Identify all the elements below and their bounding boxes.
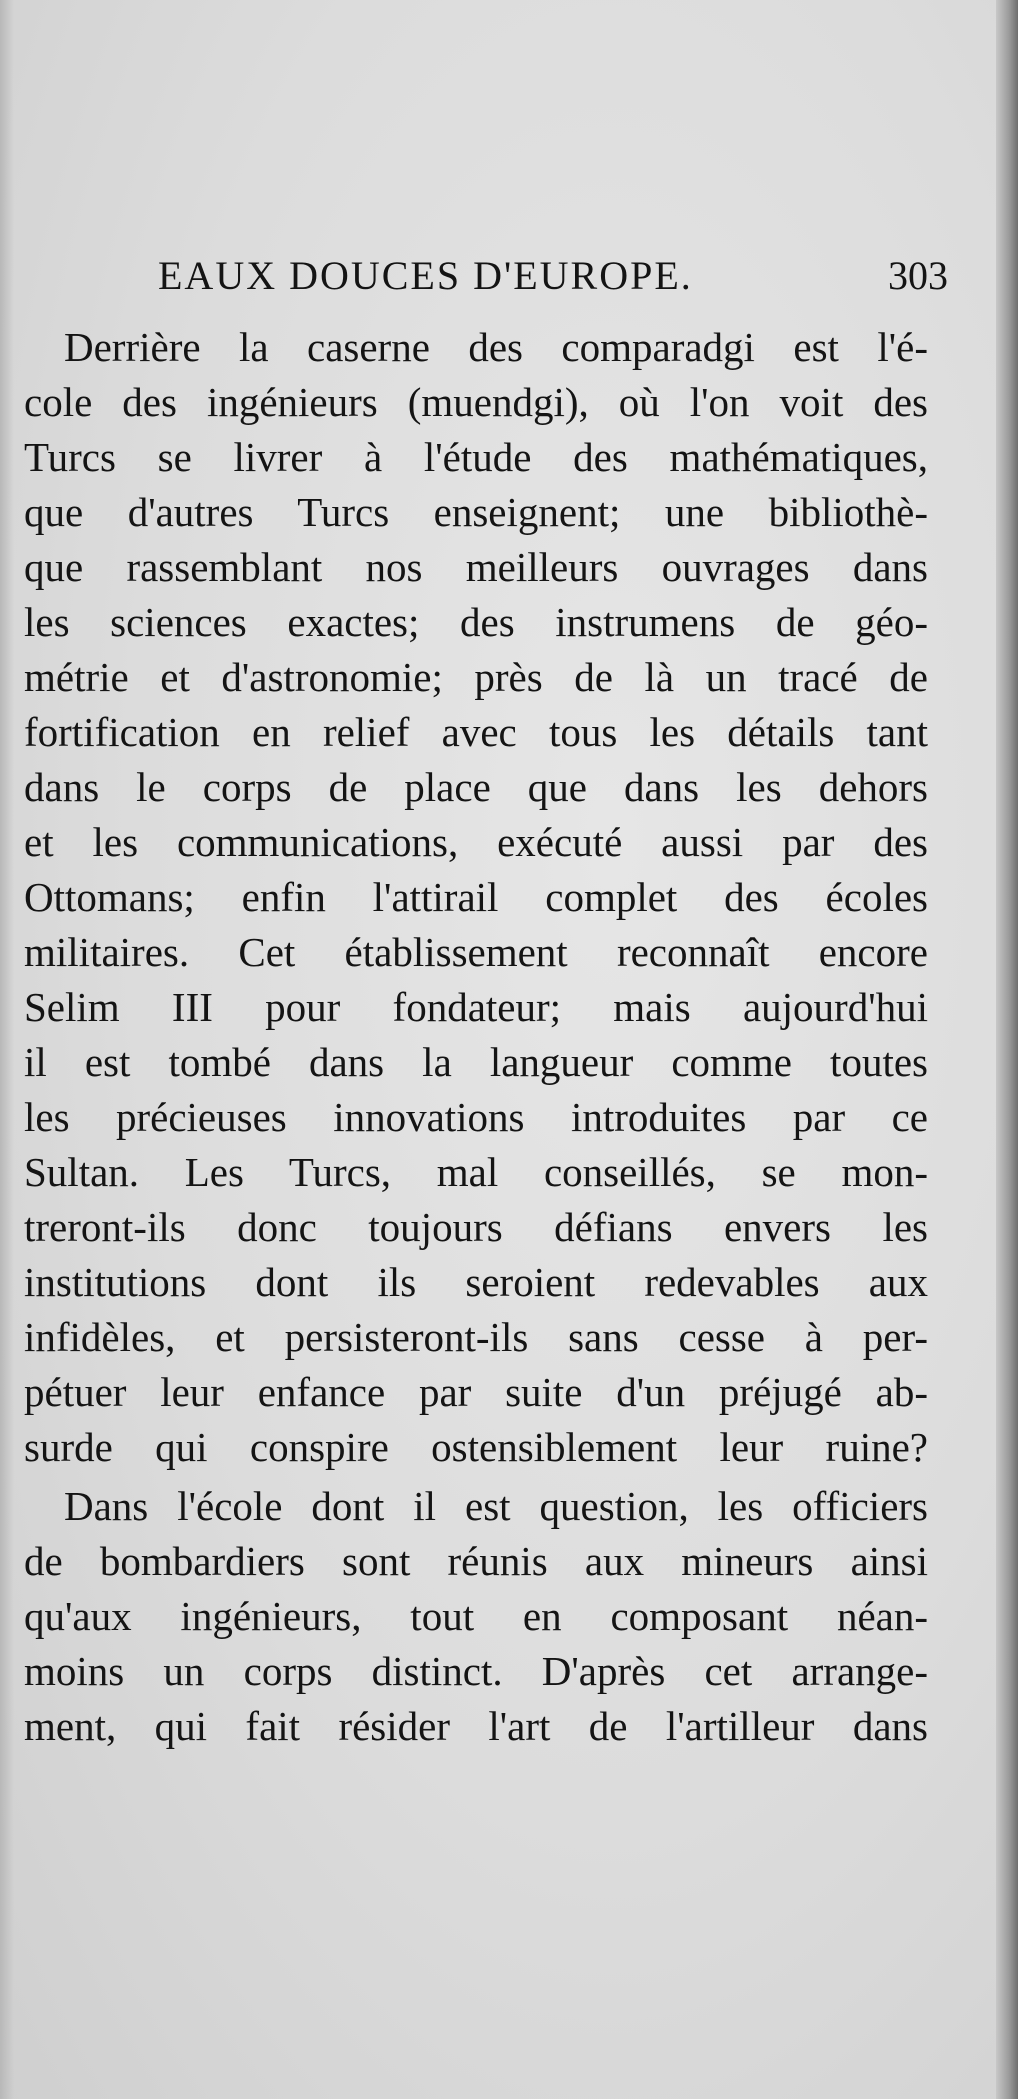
text-line: moins un corps distinct. D'après cet arrange- [24,1648,928,1694]
text-line: Ottomans; enfin l'attirail complet des écoles [24,874,928,920]
text-line: Derrière la caserne des comparadgi est l'é- [64,324,928,370]
text-line: qu'aux ingénieurs, tout en composant néan- [24,1593,928,1639]
text-line: fortification en relief avec tous les détails tant [24,709,928,755]
body-text [24,320,928,1754]
text-line: surde qui conspire ostensiblement leur ruine? [24,1424,928,1470]
text-line: treront-ils donc toujours défians envers les [24,1204,928,1250]
text-line: et les communications, exécuté aussi par des [24,819,928,865]
text-line: que rassemblant nos meilleurs ouvrages dans [24,544,928,590]
text-line: Dans l'école dont il est question, les officiers [64,1483,928,1529]
text-line: métrie et d'astronomie; près de là un tracé de [24,654,928,700]
text-line: il est tombé dans la langueur comme toutes [24,1039,928,1085]
text-line: les sciences exactes; des instrumens de géo- [24,599,928,645]
page-edge [996,0,1018,2099]
text-line: ment, qui fait résider l'art de l'artilleur dans [24,1703,928,1749]
text-line: infidèles, et persisteront-ils sans cesse à per- [24,1314,928,1360]
text-line: militaires. Cet établissement reconnaît encore [24,929,928,975]
page-number: 303 [888,253,948,298]
text-line: cole des ingénieurs (muendgi), où l'on voit des [24,379,928,425]
text-line: Sultan. Les Turcs, mal conseillés, se mon- [24,1149,928,1195]
text-line: que d'autres Turcs enseignent; une bibliothè- [24,489,928,535]
paragraph-1 [24,320,928,1475]
text-line: Selim III pour fondateur; mais aujourd'hui [24,984,928,1030]
running-head: EAUX DOUCES D'EUROPE. [158,253,693,298]
text-line: les précieuses innovations introduites par ce [24,1094,928,1140]
text-line: de bombardiers sont réunis aux mineurs ainsi [24,1538,928,1584]
paragraph-2 [24,1479,928,1754]
page-header [158,248,948,304]
gutter-shadow [0,0,14,2099]
text-line: institutions dont ils seroient redevables aux [24,1259,928,1305]
text-line: dans le corps de place que dans les dehors [24,764,928,810]
text-line: Turcs se livrer à l'étude des mathématiques, [24,434,928,480]
text-line: pétuer leur enfance par suite d'un préjugé ab- [24,1369,928,1415]
